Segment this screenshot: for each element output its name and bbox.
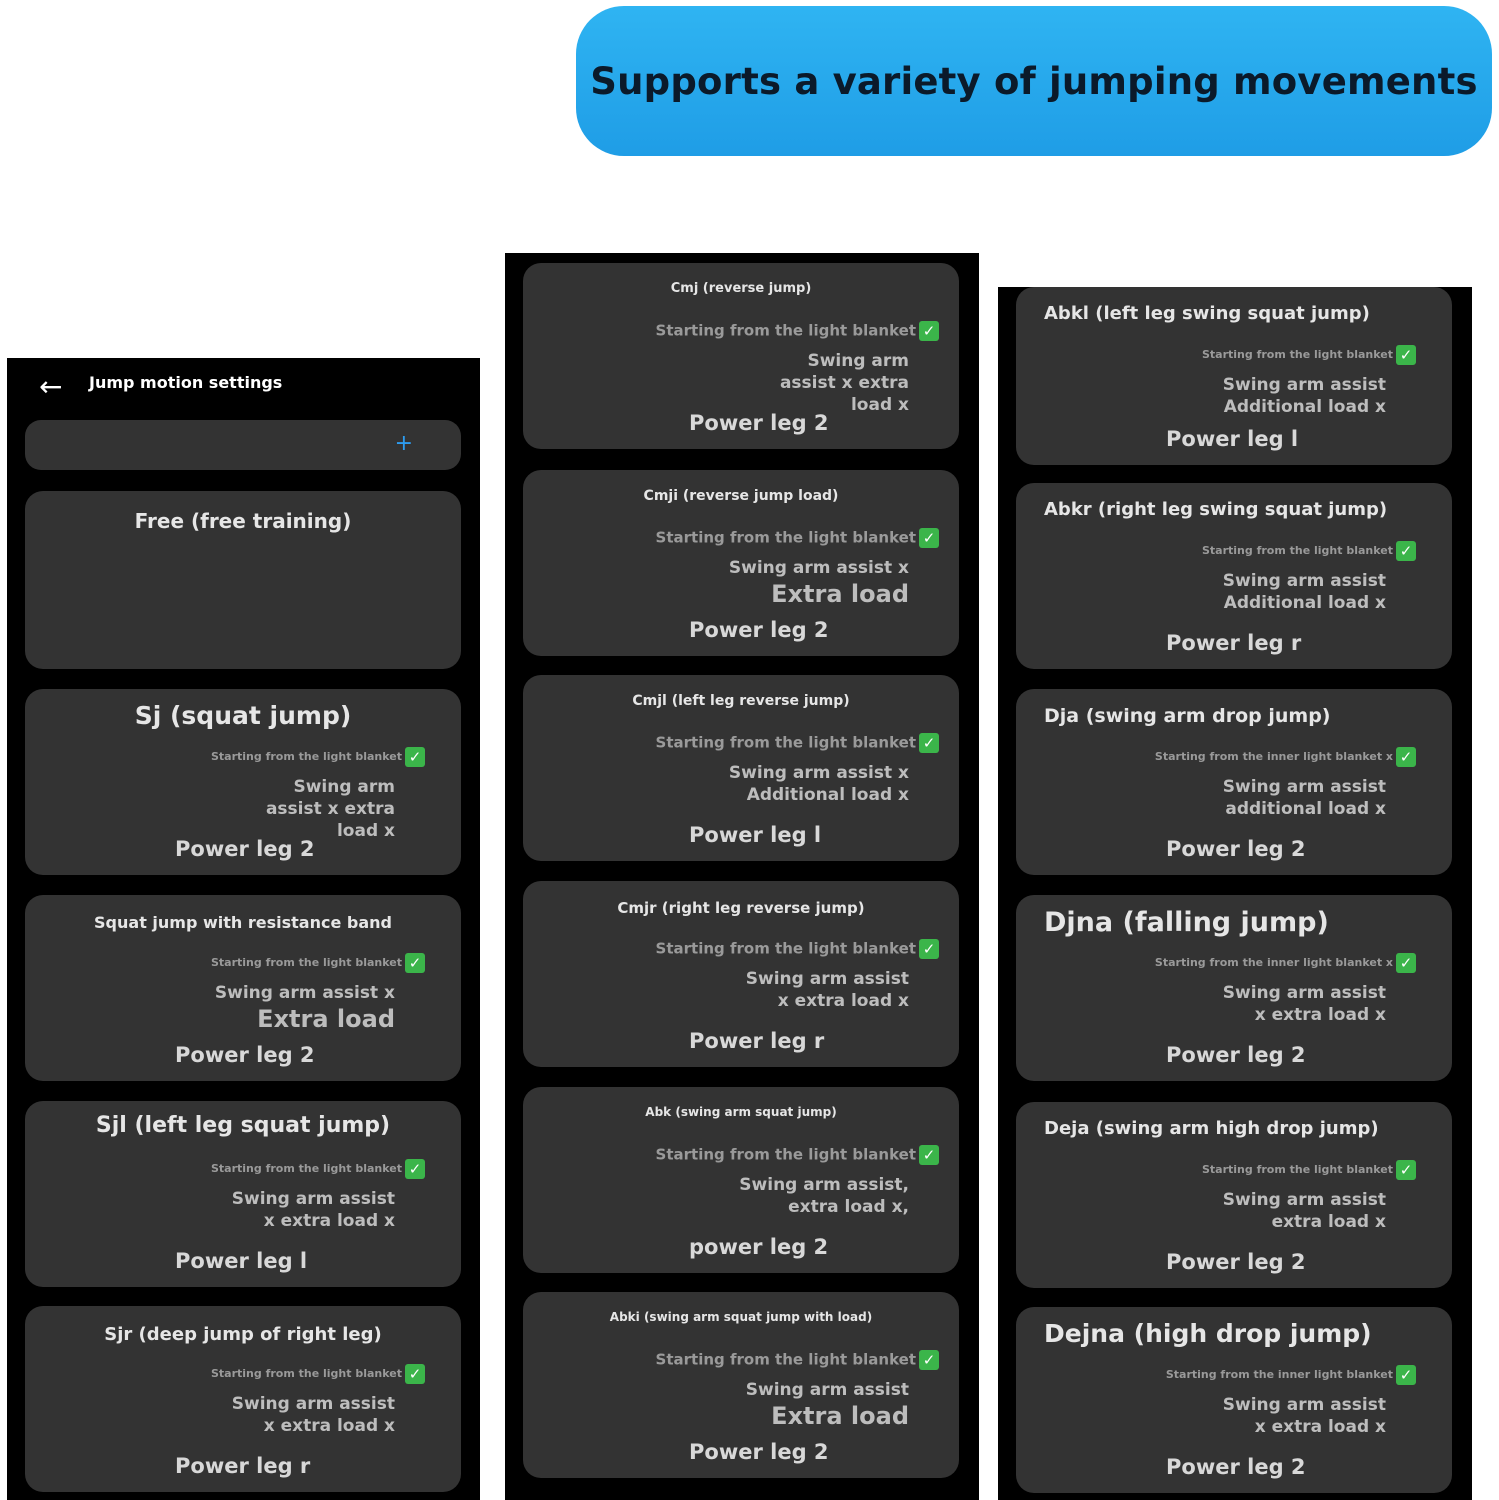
option-text: assist x extra <box>779 373 909 393</box>
promo-banner <box>576 6 1492 156</box>
option-text: Additional load x <box>1223 593 1386 613</box>
checkmark-icon: ✓ <box>1396 1365 1416 1385</box>
start-position-text <box>639 528 939 548</box>
start-position-label: Starting from the light blanket <box>1201 544 1393 557</box>
option-text: Swing arm assist <box>231 1394 395 1414</box>
checkmark-icon: ✓ <box>405 953 425 973</box>
option-text: Extra load <box>771 580 909 608</box>
start-position-label: Starting from the inner light blanket x <box>1154 750 1393 763</box>
checkmark-icon: ✓ <box>919 528 939 548</box>
option-text: load x <box>336 821 395 841</box>
option-text: Extra load <box>257 1005 395 1033</box>
start-position-label: Starting from the light blanket <box>210 1162 402 1175</box>
option-text: Swing arm assist, <box>739 1175 909 1195</box>
start-position-label: Starting from the light blanket <box>655 1145 916 1164</box>
jump-card[interactable] <box>1016 689 1452 875</box>
card-title: Abkr (right leg swing squat jump) <box>1044 499 1388 520</box>
jump-card[interactable] <box>1016 1307 1452 1493</box>
checkmark-icon: ✓ <box>1396 953 1416 973</box>
power-leg-text: Power leg l <box>1166 427 1299 451</box>
start-position-label: Starting from the light blanket <box>655 321 916 340</box>
start-position-label: Starting from the light blanket <box>655 733 916 752</box>
power-leg-text: Power leg 2 <box>175 837 315 861</box>
checkmark-icon: ✓ <box>919 733 939 753</box>
option-text: Extra load <box>771 1402 909 1430</box>
top-app-bar <box>7 358 480 416</box>
start-position-text <box>639 1350 939 1370</box>
start-position-text <box>639 1145 939 1165</box>
option-text: assist x extra <box>265 799 395 819</box>
phone-screen-3 <box>998 287 1472 1500</box>
option-text: Swing arm assist <box>231 1189 395 1209</box>
option-text: additional load x <box>1225 799 1386 819</box>
power-leg-text: Power leg 2 <box>689 618 829 642</box>
back-arrow-icon[interactable]: ← <box>39 370 63 403</box>
phone-screen-2 <box>505 253 979 1500</box>
card-title: Abk (swing arm squat jump) <box>645 1105 837 1119</box>
checkmark-icon: ✓ <box>919 1350 939 1370</box>
start-position-text <box>1116 953 1416 973</box>
power-leg-text: Power leg 2 <box>1166 1455 1306 1479</box>
start-position-label: Starting from the inner light blanket x <box>1154 956 1393 969</box>
jump-card[interactable] <box>25 1101 461 1287</box>
card-title: Sjl (left leg squat jump) <box>95 1113 391 1138</box>
start-position-text <box>1116 345 1416 365</box>
checkmark-icon: ✓ <box>919 1145 939 1165</box>
power-leg-text: Power leg r <box>175 1454 311 1478</box>
option-text: Swing arm assist <box>1222 1395 1386 1415</box>
power-leg-text: Power leg 2 <box>175 1043 315 1067</box>
card-title: Dejna (high drop jump) <box>1044 1319 1372 1348</box>
start-position-label: Starting from the light blanket <box>1201 348 1393 361</box>
card-title: Cmjl (left leg reverse jump) <box>632 693 850 709</box>
jump-card[interactable] <box>523 1087 959 1273</box>
start-position-label: Starting from the light blanket <box>655 528 916 547</box>
option-text: x extra load x <box>263 1211 395 1231</box>
checkmark-icon: ✓ <box>405 1159 425 1179</box>
option-text: Additional load x <box>746 785 909 805</box>
option-text: Swing arm assist x <box>728 558 909 578</box>
jump-card[interactable] <box>25 895 461 1081</box>
power-leg-text: Power leg l <box>689 823 822 847</box>
power-leg-text: Power leg 2 <box>1166 837 1306 861</box>
option-text: Swing arm assist <box>1222 1190 1386 1210</box>
option-text: Swing arm <box>807 351 909 371</box>
option-text: Swing arm <box>293 777 395 797</box>
jump-card[interactable] <box>523 675 959 861</box>
start-position-label: Starting from the light blanket <box>655 939 916 958</box>
checkmark-icon: ✓ <box>1396 1160 1416 1180</box>
card-title: Deja (swing arm high drop jump) <box>1044 1118 1379 1139</box>
banner-text: Supports a variety of jumping movements <box>590 59 1478 103</box>
start-position-text <box>639 733 939 753</box>
power-leg-text: Power leg 2 <box>1166 1250 1306 1274</box>
start-position-text <box>125 1364 425 1384</box>
option-text: load x <box>850 395 909 415</box>
start-position-text <box>1116 1160 1416 1180</box>
checkmark-icon: ✓ <box>1396 747 1416 767</box>
start-position-label: Starting from the light blanket <box>210 1367 402 1380</box>
checkmark-icon: ✓ <box>405 1364 425 1384</box>
card-title: Cmjr (right leg reverse jump) <box>617 899 865 917</box>
card-title: Cmj (reverse jump) <box>670 281 812 296</box>
option-text: x extra load x <box>263 1416 395 1436</box>
card-title: Djna (falling jump) <box>1044 907 1329 938</box>
jump-card[interactable] <box>523 881 959 1067</box>
option-text: Swing arm assist <box>1222 375 1386 395</box>
card-title: Abkl (left leg swing squat jump) <box>1044 303 1370 324</box>
start-position-label: Starting from the light blanket <box>1201 1163 1393 1176</box>
start-position-text <box>125 953 425 973</box>
option-text: x extra load x <box>1254 1417 1386 1437</box>
jump-card[interactable] <box>1016 483 1452 669</box>
jump-card[interactable] <box>1016 895 1452 1081</box>
plus-icon[interactable]: + <box>394 431 413 456</box>
jump-card[interactable] <box>25 491 461 669</box>
power-leg-text: Power leg r <box>1166 631 1302 655</box>
power-leg-text: power leg 2 <box>689 1235 829 1259</box>
option-text: extra load x <box>1271 1212 1386 1232</box>
checkmark-icon: ✓ <box>919 939 939 959</box>
start-position-text <box>125 1159 425 1179</box>
start-position-text <box>639 939 939 959</box>
option-text: Swing arm assist x <box>214 983 395 1003</box>
start-position-text <box>639 321 939 341</box>
jump-card[interactable] <box>1016 287 1452 465</box>
option-text: x extra load x <box>1254 1005 1386 1025</box>
start-position-text <box>1116 541 1416 561</box>
checkmark-icon: ✓ <box>1396 541 1416 561</box>
card-title: Sjr (deep jump of right leg) <box>104 1324 382 1345</box>
start-position-label: Starting from the inner light blanket <box>1165 1368 1393 1381</box>
option-text: Swing arm assist <box>1222 571 1386 591</box>
jump-card[interactable] <box>25 1306 461 1492</box>
start-position-label: Starting from the light blanket <box>210 750 402 763</box>
card-title: Sj (squat jump) <box>134 701 352 730</box>
start-position-text <box>125 747 425 767</box>
jump-card[interactable] <box>523 470 959 656</box>
start-position-label: Starting from the light blanket <box>210 956 402 969</box>
start-position-text <box>1116 1365 1416 1385</box>
checkmark-icon: ✓ <box>405 747 425 767</box>
option-text: extra load x, <box>788 1197 909 1217</box>
jump-card[interactable] <box>1016 1102 1452 1288</box>
card-title: Abki (swing arm squat jump with load) <box>609 1310 873 1324</box>
power-leg-text: Power leg l <box>175 1249 308 1273</box>
option-text: Swing arm assist <box>1222 983 1386 1003</box>
start-position-label: Starting from the light blanket <box>655 1350 916 1369</box>
card-title: Free (free training) <box>134 509 352 533</box>
checkmark-icon: ✓ <box>1396 345 1416 365</box>
jump-card[interactable] <box>523 263 959 449</box>
page-title: Jump motion settings <box>89 373 283 392</box>
option-text: Swing arm assist x <box>728 763 909 783</box>
checkmark-icon: ✓ <box>919 321 939 341</box>
power-leg-text: Power leg 2 <box>1166 1043 1306 1067</box>
search-bar[interactable] <box>25 420 461 470</box>
card-title: Dja (swing arm drop jump) <box>1044 705 1331 727</box>
option-text: x extra load x <box>777 991 909 1011</box>
option-text: Swing arm assist <box>745 1380 909 1400</box>
start-position-text <box>1116 747 1416 767</box>
power-leg-text: Power leg r <box>689 1029 825 1053</box>
jump-card[interactable] <box>25 689 461 875</box>
phone-screen-1 <box>7 358 480 1500</box>
option-text: Swing arm assist <box>745 969 909 989</box>
power-leg-text: Power leg 2 <box>689 1440 829 1464</box>
option-text: Swing arm assist <box>1222 777 1386 797</box>
jump-card[interactable] <box>523 1292 959 1478</box>
power-leg-text: Power leg 2 <box>689 411 829 435</box>
option-text: Additional load x <box>1223 397 1386 417</box>
card-title: Cmji (reverse jump load) <box>643 488 839 504</box>
card-title: Squat jump with resistance band <box>94 913 392 932</box>
